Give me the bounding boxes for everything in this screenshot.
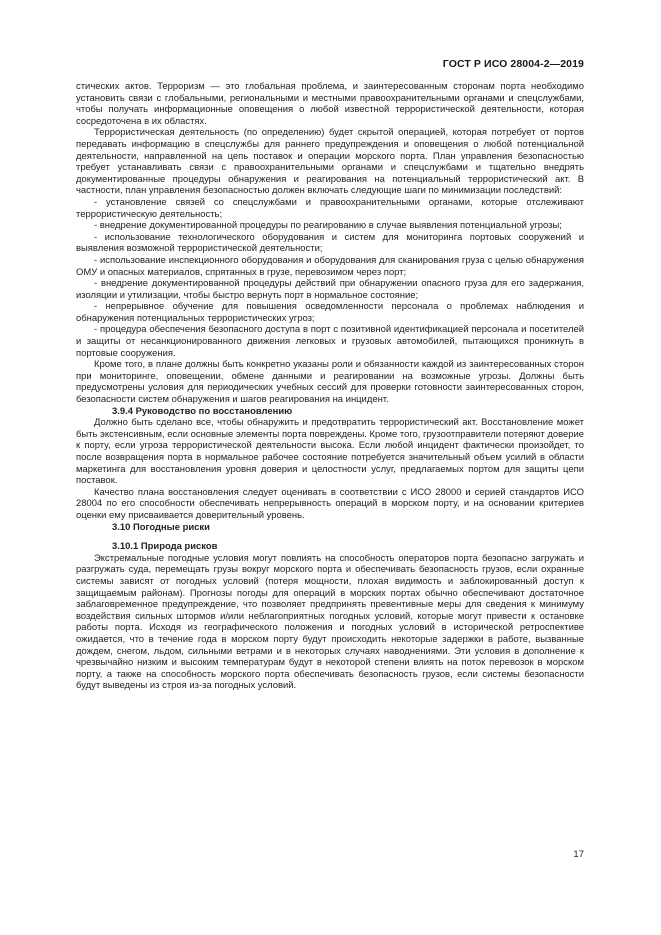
paragraph-recovery-quality: Качество плана восстановления следует оценивать в соответствии с ИСО 28000 и серией стандартов ИСО 28004 по его способности обеспечивать непрерывность операций в морском порту, и на основании критериев оценки ему присваивается доверительный уровень.	[76, 486, 584, 521]
list-item: - установление связей со спецслужбами и правоохранительными органами, которые отслеживают террористическую деятельность;	[76, 196, 584, 220]
list-item: - использование технологического оборудования и систем для мониторинга портовых сооружений и выявления возможной террористической деятельности;	[76, 231, 584, 255]
list-item: - непрерывное обучение для повышения осведомленности персонала о проблемах наблюдения и обнаружения потенциальных террористических угроз;	[76, 301, 584, 324]
section-heading-3-10: 3.10 Погодные риски	[112, 521, 210, 533]
paragraph-continuation: стических актов. Терроризм — это глобальная проблема, и заинтересованным сторонам порта необходимо установить связи с глобальными, региональными и местными правоохранительными органами и спецслужбами, чтобы получать информационные оповещения о любой известной террористической деятельности, которая сосредоточена в их областях.	[76, 81, 584, 127]
section-heading-3-10-1: 3.10.1 Природа рисков	[112, 541, 218, 553]
list-item: - внедрение документированной процедуры по реагированию в случае выявления потенциальной угрозы;	[94, 220, 562, 232]
page-number: 17	[573, 849, 584, 860]
paragraph-weather: Экстремальные погодные условия могут повлиять на способность операторов порта безопасно загружать и разгружать суда, перемещать грузы вокруг морского порта и обеспечивать безопасность грузов, если охранные системы зависят от погодных условий (потеря мощности, плохая видимость и заблокированный доступ к защищаемым районам). Прогнозы погоды для операций в морских портах обычно обеспечивают достаточное заблаговременное предупреждение, что позволяет предпринять превентивные меры для сведения к минимуму воздействия сильных штормов и/или неблагоприятных погодных условий, которые могут привести к остановке работы порта. Исходя из географического положения и погодных условий в исторической ретроспективе ожидается, что в течение года в морском порту будут происходить некоторые задержки в работе, вызванные дождем, снегом, льдом, сильными ветрами и в некоторых случаях наводнениями. Эти условия в дополнение к чрезвычайно низким и высоким температурам будут в некоторой степени влиять на поток перевозок в морском порту, а также на способность морского порта обеспечивать безопасность грузов, если системы безопасности будут выведены из строя из-за погодных условий.	[76, 552, 584, 692]
list-item: - внедрение документированной процедуры действий при обнаружении опасного груза для его задержания, изоляции и утилизации, чтобы быстро вернуть порт в нормальное состояние;	[76, 278, 584, 301]
section-heading-3-9-4: 3.9.4 Руководство по восстановлению	[112, 405, 293, 417]
document-code-header: ГОСТ Р ИСО 28004-2—2019	[442, 58, 584, 70]
paragraph-terrorist-activity: Террористическая деятельность (по определению) будет скрытой операцией, которая потребует от портов передавать информацию в спецслужбы для раннего предупреждения и оповещения о любой потенциальной деятельности, направленной на цепь поставок и операции морского порта. План управления безопасностью требует устанавливать связи с правоохранительными органами и спецслужбами и тщательно внедрять документированные процедуры обнаружения и реагирования на потенциальный террористический акт. В частности, план управления безопасностью должен включать следующие шаги по минимизации последствий:	[76, 127, 584, 197]
list-item: - процедура обеспечения безопасного доступа в порт с позитивной идентификацией персонала и посетителей и защиты от несанкционированного движения легковых и грузовых автомобилей, пытающихся проникнуть в портовые сооружения.	[76, 324, 584, 359]
document-body	[76, 81, 584, 692]
paragraph-recovery: Должно быть сделано все, чтобы обнаружить и предотвратить террористический акт. Восстановление может быть экстенсивным, если основные элементы порта повреждены. Кроме того, грузоотправители потеряют доверие к порту, если угроза террористической деятельности высока. Если любой инцидент фактически произойдет, то после возвращения порта в нормальное рабочее состояние потребуется значительный объем усилий в области маркетинга для восстановления уровня доверия и целостности услуг, предлагаемых портом для защиты цепи поставок.	[76, 417, 584, 487]
list-item: - использование инспекционного оборудования и оборудования для сканирования груза с целью обнаружения ОМУ и опасных материалов, спрятанных в грузе, перевозимом через порт;	[76, 254, 584, 278]
paragraph-roles: Кроме того, в плане должны быть конкретно указаны роли и обязанности каждой из заинтересованных сторон при мониторинге, оповещении, обмене данными и реагировании на возможные угрозы. Должны быть предусмотрены условия для периодических учебных сессий для проверки готовности заинтересованных сторон, безопасности систем обнаружения и шагов реагирования на инцидент.	[76, 359, 584, 406]
